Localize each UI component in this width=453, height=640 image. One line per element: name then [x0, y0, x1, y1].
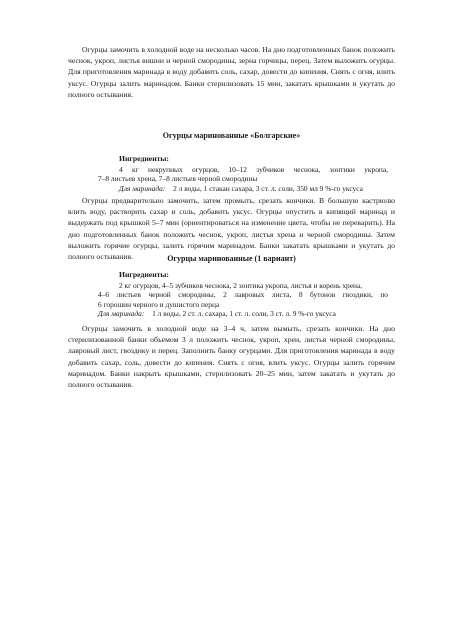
recipe1-ingredients	[98, 165, 388, 193]
recipe1-title: Огурцы маринованные «Болгарские»	[162, 131, 301, 140]
recipe2-marinade-line	[98, 309, 388, 318]
recipe1-marinade-text: 2 л воды, 1 стакан сахара, 3 ст. л. соли, 350 мл 9 %-го уксуса	[173, 183, 363, 193]
recipe1-ingredients-line1: 4 кг некрупных огурцов, 10–12 зубчиков чеснока, зонтики укропа,	[119, 165, 388, 174]
recipe2-ingredients-line2: 4–6 листьев черной смородины, 2 лавровых листа, 8 бутонов гвоздики, по	[98, 290, 388, 300]
recipe2-title: Огурцы маринованные (1 вариант)	[167, 254, 296, 263]
recipe2-ingredients-line1: 2 кг огурцов, 4–5 зубчиков чеснока, 2 зонтика укропа, листья и корень хрена,	[119, 281, 363, 290]
recipe2-ingredients-title: Ингредиенты:	[119, 270, 169, 279]
recipe1-ingredients-line2: 7–8 листьев хрена, 7–8 листьев черной смородины	[98, 174, 258, 184]
recipe1-ingredients-title: Ингредиенты:	[119, 154, 169, 163]
recipe1-marinade-label: Для маринада:	[119, 183, 166, 193]
intro-paragraph: Огурцы замочить в холодной воде на несколько часов. На дно подготовленных банок положить чеснок, укроп, листья вишни и черной смородины, зерна горчицы, перец. Затем выложить огурцы. Для приготовления маринада в воду добавить соль, сахар, довести до кипения. Снять с огня, влить уксус. Огурцы залить маринадом. Банки стерилизовать 15 мин, закатать крышками и укутать до полного остывания.	[68, 45, 395, 99]
recipe2-marinade-label: Для маринада:	[98, 309, 145, 319]
recipe2-ingredients-line3: 6 горошин черного и душистого перца	[98, 299, 220, 309]
recipe1-marinade-line	[98, 184, 388, 193]
recipe2-ingredients	[98, 281, 388, 319]
recipe2-marinade-text: 1 л воды, 2 ст. л. сахара, 1 ст. л. соли, 3 ст. л. 9 %-го уксуса	[152, 309, 336, 319]
recipe2-method: Огурцы замочить в холодной воде на 3–4 ч, затем вымыть, срезать кончики. На дно стерилизованной банки объемом 3 л положить чеснок, укроп, хрен, листья черной смородины, лавровый лист, гвоздику и перец. Заполнить банку огурцами. Для приготовления маринада в воду добавить сахар, соль, довести до кипения. Снять с огня, влить уксус. Огурцы залить горячим маринадом. Банки накрыть крышками, стерилизовать 20–25 мин, затем закатать и укутать до полного остывания.	[68, 324, 395, 390]
recipe1-method: Огурцы предварительно замочить, затем промыть, срезать кончики. В большую кастрюлю влить воду, растворить сахар и соль, добавить уксус. Огурцы опустить в кипящий маринад и выдержать под крышкой 5–7 мин (ориентироваться на изменение цвета, чтобы не переварить). На дно подготовленных банок положить чеснок, укроп, листья хрена и черной смородины. Затем выложить горячие огурцы, залить горячим маринадом. Банки закатать крышками и укутать до полного остывания.	[68, 196, 395, 262]
